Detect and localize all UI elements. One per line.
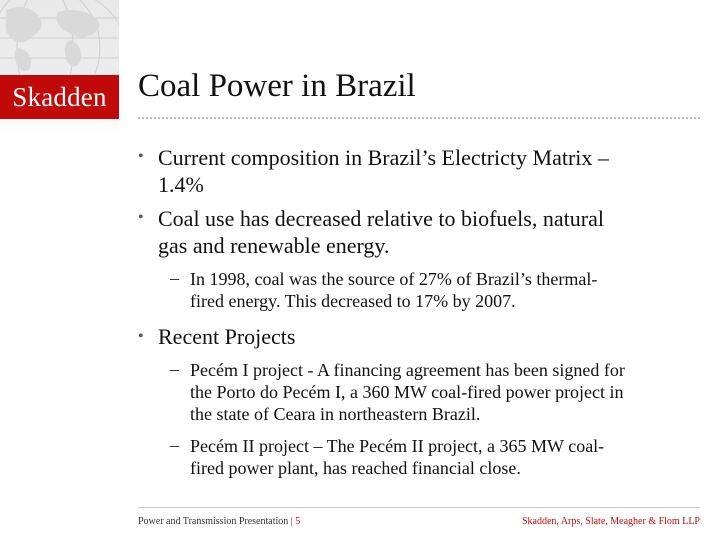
sub-bullet-dash: – (170, 359, 179, 379)
bullet-icon: • (138, 328, 144, 345)
footer-presentation-title: Power and Transmission Presentation (138, 516, 289, 527)
bullet-icon: • (138, 209, 144, 226)
slide-title: Coal Power in Brazil (138, 68, 416, 104)
footer-divider (138, 507, 700, 508)
footer-presentation (138, 516, 300, 527)
bullet-text: Current composition in Brazil’s Electricty Matrix – 1.4% (158, 145, 609, 197)
footer-separator: | (288, 516, 296, 527)
skadden-logo: Skadden (12, 81, 107, 112)
sub-bullet-text: In 1998, coal was the source of 27% of Brazil’s thermal- fired energy. This decreased to 17% by 2007. (190, 269, 598, 311)
footer-firm-name: Skadden, Arps, Slate, Meagher & Flom LLP (521, 516, 700, 527)
sub-bullet-dash: – (170, 268, 179, 288)
page-number: 5 (295, 516, 301, 527)
sub-bullet-text: Pecém I project - A financing agreement has been signed for the Porto do Pecém I, a 360 MW coal-fired power project in the state of Ceara in northeastern Brazil. (190, 360, 625, 424)
sub-bullet-dash: – (170, 435, 179, 455)
bullet-text: Recent Projects (158, 324, 296, 349)
bullet-text: Coal use has decreased relative to biofuels, natural gas and renewable energy. (158, 206, 604, 258)
sub-bullet-text: Pecém II project – The Pecém II project, a 365 MW coal- fired power plant, has reached financial close. (190, 436, 605, 478)
bullet-icon: • (138, 148, 144, 165)
